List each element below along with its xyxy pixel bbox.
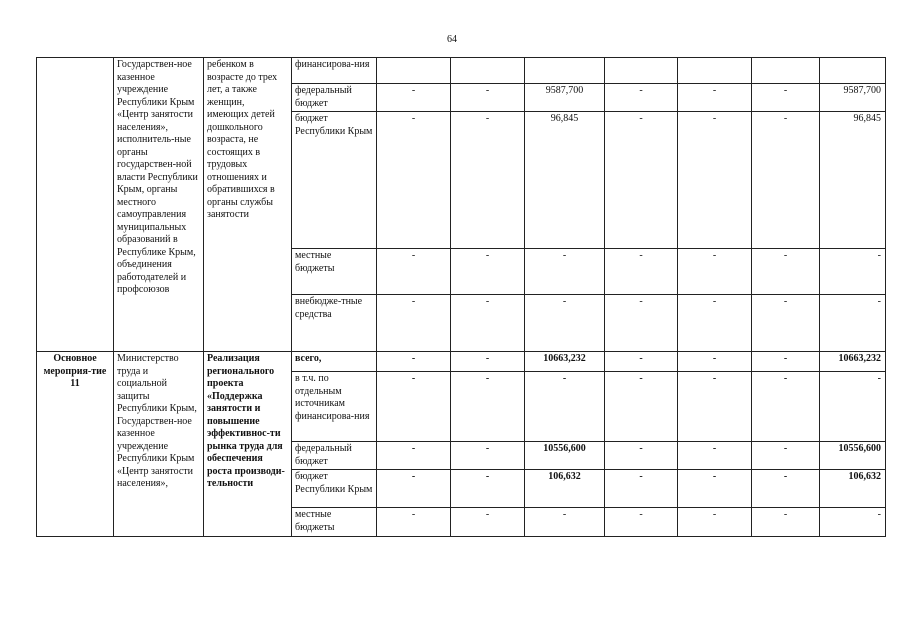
value-cell: - xyxy=(377,84,451,112)
total-value-cell: 9587,700 xyxy=(820,84,886,112)
value-cell: - xyxy=(525,249,605,295)
total-value-cell: 96,845 xyxy=(820,112,886,249)
page-number: 64 xyxy=(447,34,457,45)
value-cell: - xyxy=(605,249,678,295)
value-cell: - xyxy=(451,470,525,508)
value-cell xyxy=(752,58,820,84)
value-cell: - xyxy=(678,112,752,249)
value-cell: - xyxy=(525,295,605,352)
funding-source-cell: федеральный бюджет xyxy=(292,442,377,470)
value-cell: - xyxy=(525,372,605,442)
value-cell: - xyxy=(752,112,820,249)
value-cell: - xyxy=(752,508,820,537)
value-cell: - xyxy=(377,352,451,372)
funding-source-cell: финансирова-ния xyxy=(292,58,377,84)
value-cell: 96,845 xyxy=(525,112,605,249)
value-cell: - xyxy=(377,470,451,508)
value-cell: - xyxy=(678,372,752,442)
total-value-cell: - xyxy=(820,372,886,442)
value-cell xyxy=(605,58,678,84)
funding-source-cell: местные бюджеты xyxy=(292,249,377,295)
value-cell: - xyxy=(752,442,820,470)
value-cell xyxy=(525,58,605,84)
value-cell: - xyxy=(605,470,678,508)
funding-source-cell: бюджет Республики Крым xyxy=(292,112,377,249)
value-cell: - xyxy=(451,372,525,442)
value-cell: - xyxy=(605,84,678,112)
total-value-cell: - xyxy=(820,295,886,352)
value-cell: - xyxy=(451,84,525,112)
value-cell: - xyxy=(678,295,752,352)
value-cell: - xyxy=(451,295,525,352)
value-cell: - xyxy=(451,352,525,372)
value-cell: - xyxy=(752,249,820,295)
value-cell xyxy=(377,58,451,84)
value-cell: - xyxy=(451,112,525,249)
funding-source-cell: федеральный бюджет xyxy=(292,84,377,112)
table-row xyxy=(37,58,886,84)
value-cell: - xyxy=(377,442,451,470)
project-name-cell: Реализация регионального проекта «Поддержка занятости и повышение эффективнос-ти рынка труда для обеспечения роста производи-тельности xyxy=(204,352,292,537)
value-cell: 10556,600 xyxy=(525,442,605,470)
executor-cell: Министерство труда и социальной защиты Республики Крым, Государствен-ное казенное учреждение Республики Крым «Центр занятости населения», xyxy=(114,352,204,537)
empty-code-cell xyxy=(37,58,114,352)
value-cell: 106,632 xyxy=(525,470,605,508)
value-cell: - xyxy=(678,84,752,112)
value-cell: - xyxy=(525,508,605,537)
value-cell: - xyxy=(605,508,678,537)
value-cell: - xyxy=(451,442,525,470)
funding-source-cell: всего, xyxy=(292,352,377,372)
value-cell: - xyxy=(752,372,820,442)
value-cell xyxy=(451,58,525,84)
value-cell: - xyxy=(605,372,678,442)
table-row xyxy=(37,352,886,372)
total-value-cell: - xyxy=(820,249,886,295)
value-cell: - xyxy=(377,295,451,352)
value-cell: - xyxy=(752,352,820,372)
value-cell: - xyxy=(752,470,820,508)
value-cell: - xyxy=(377,372,451,442)
executor-cell: Государствен-ное казенное учреждение Республики Крым «Центр занятости населения», исполнитель-ные органы государствен-ной власти Республики Крым, органы местного самоуправления муниципальных образований в Республике Крым, объединения работодателей и профсоюзов xyxy=(114,58,204,352)
value-cell: 10663,232 xyxy=(525,352,605,372)
total-value-cell: - xyxy=(820,508,886,537)
budget-table xyxy=(36,57,886,537)
value-cell: - xyxy=(752,295,820,352)
target-group-cell: ребенком в возрасте до трех лет, а также женщин, имеющих детей дошкольного возраста, не состоящих в трудовых отношениях и обратившихся в органы службы занятости xyxy=(204,58,292,352)
value-cell: - xyxy=(451,249,525,295)
total-value-cell: 10663,232 xyxy=(820,352,886,372)
value-cell: - xyxy=(377,249,451,295)
total-value-cell: 10556,600 xyxy=(820,442,886,470)
value-cell: - xyxy=(752,84,820,112)
value-cell: - xyxy=(678,508,752,537)
value-cell: - xyxy=(678,249,752,295)
value-cell: - xyxy=(678,442,752,470)
funding-source-cell: в т.ч. по отдельным источникам финансирова-ния xyxy=(292,372,377,442)
value-cell: - xyxy=(377,508,451,537)
value-cell: - xyxy=(678,352,752,372)
funding-source-cell: внебюдже-тные средства xyxy=(292,295,377,352)
total-value-cell: 106,632 xyxy=(820,470,886,508)
value-cell: - xyxy=(377,112,451,249)
funding-source-cell: местные бюджеты xyxy=(292,508,377,537)
value-cell: - xyxy=(451,508,525,537)
value-cell: - xyxy=(678,470,752,508)
total-value-cell xyxy=(820,58,886,84)
measure-code-cell: Основное мероприя-тие 11 xyxy=(37,352,114,537)
value-cell: - xyxy=(605,442,678,470)
value-cell: - xyxy=(605,112,678,249)
value-cell: - xyxy=(605,295,678,352)
value-cell: 9587,700 xyxy=(525,84,605,112)
funding-source-cell: бюджет Республики Крым xyxy=(292,470,377,508)
value-cell: - xyxy=(605,352,678,372)
value-cell xyxy=(678,58,752,84)
